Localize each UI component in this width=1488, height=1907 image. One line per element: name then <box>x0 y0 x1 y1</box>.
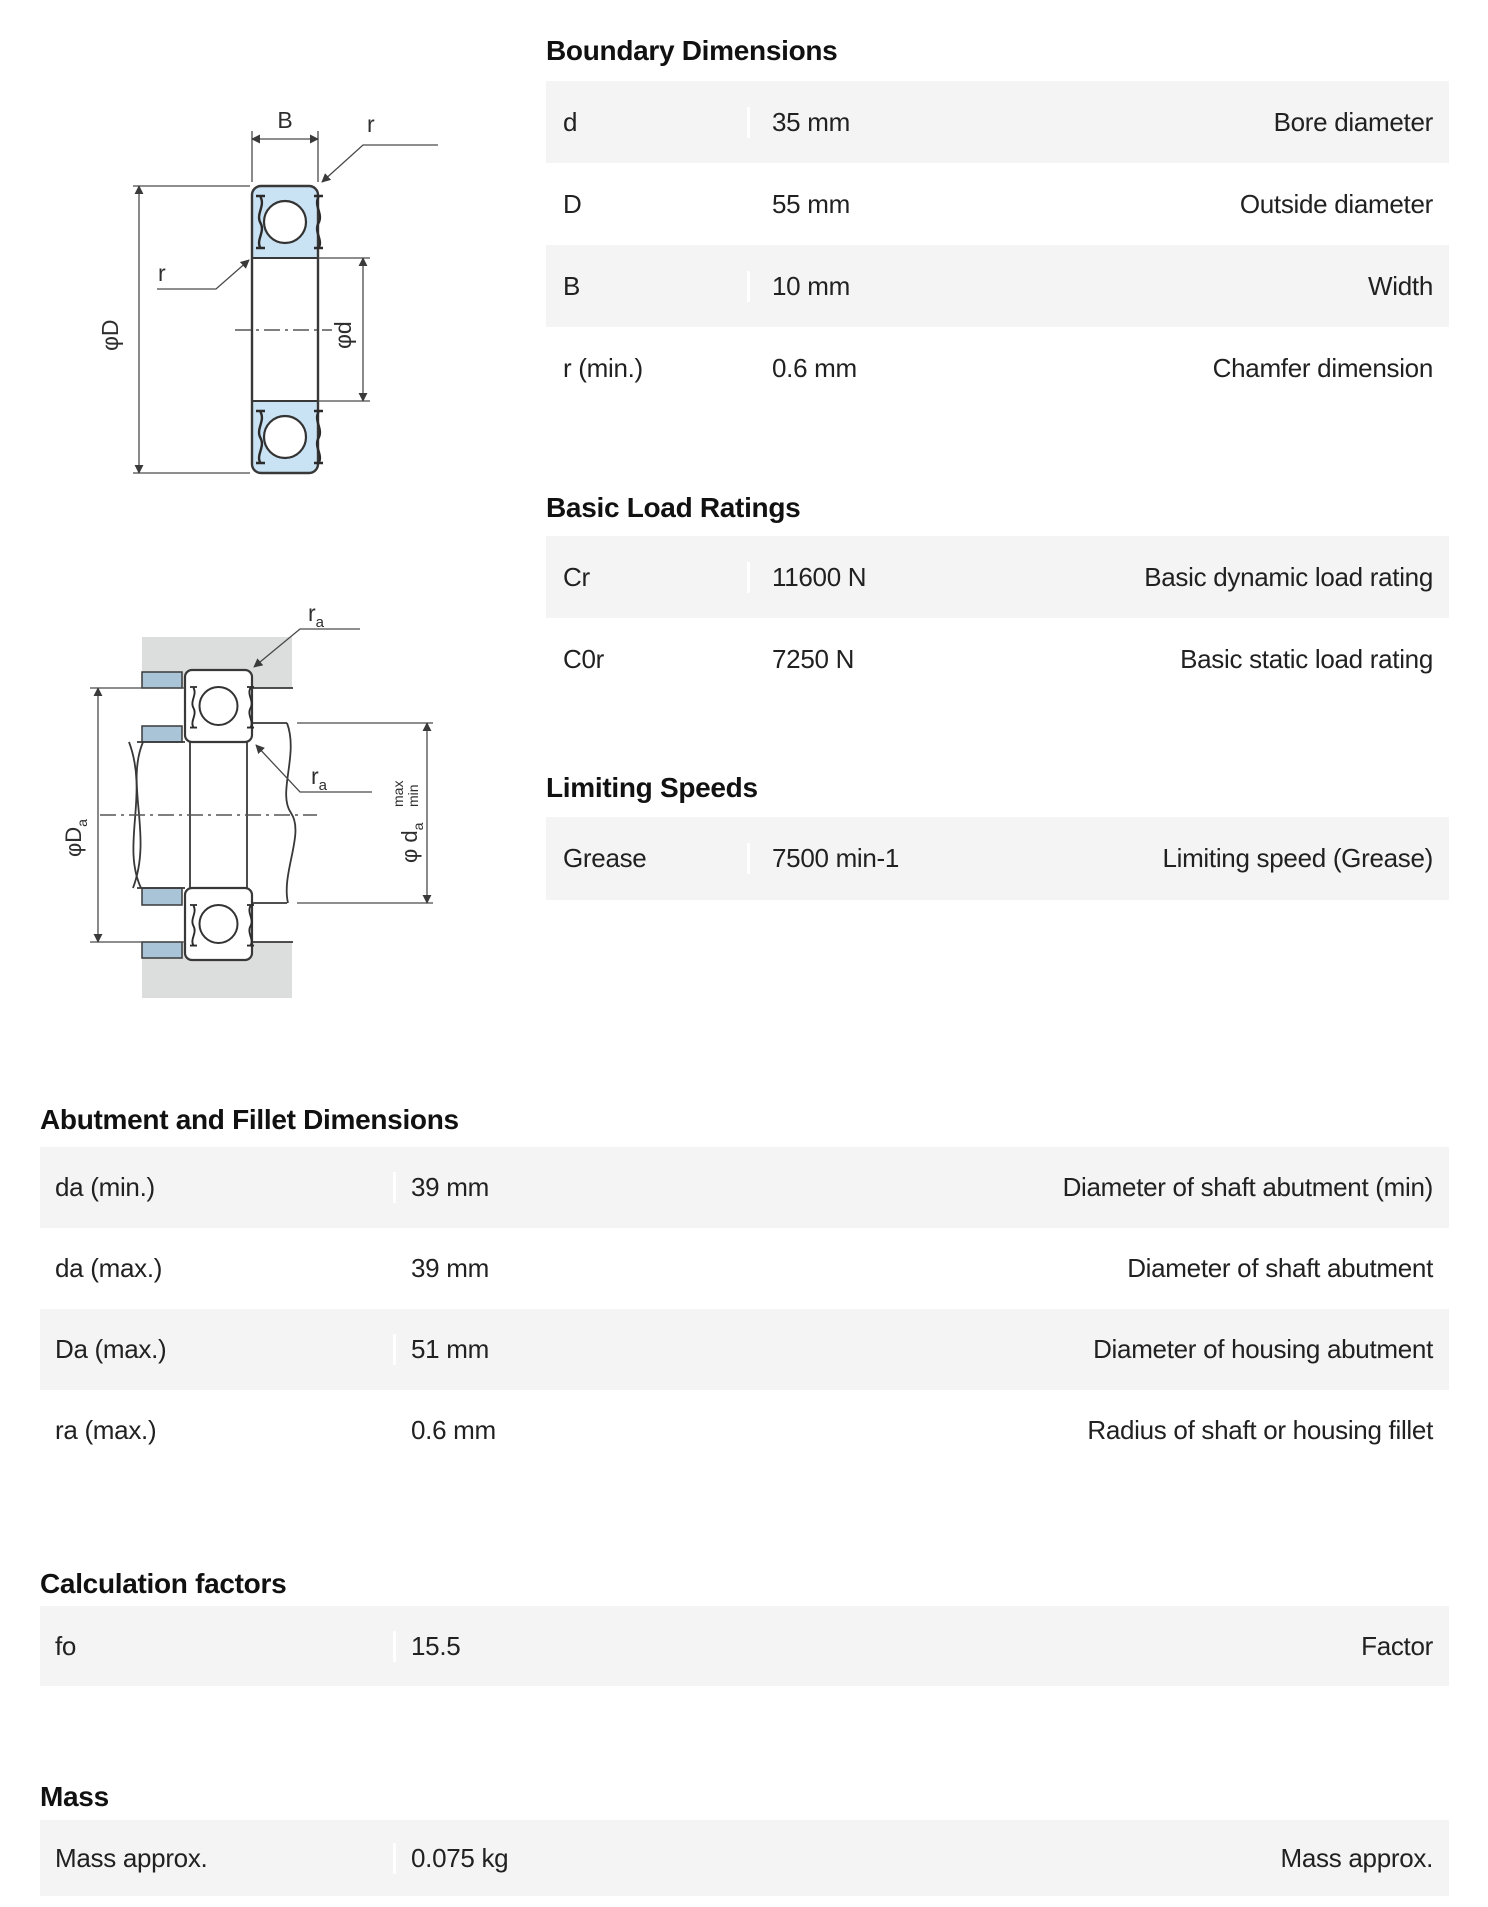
section-title-calculation-factors: Calculation factors <box>40 1568 287 1599</box>
mass-table <box>40 1820 1449 1896</box>
param-value: 51 mm <box>411 1334 489 1364</box>
param-name: B <box>546 271 750 302</box>
table-row <box>546 245 1449 327</box>
table-row <box>546 327 1449 409</box>
table-row <box>40 1820 1449 1896</box>
param-name: Mass approx. <box>40 1843 396 1874</box>
mounted-bearing-diagram <box>25 595 460 1030</box>
basic-load-ratings-table <box>546 536 1449 700</box>
param-name: C0r <box>546 644 750 675</box>
svg-text:min: min <box>405 784 421 807</box>
param-name: Grease <box>546 843 750 874</box>
param-name: ra (max.) <box>40 1415 396 1446</box>
section-title-limiting-speeds: Limiting Speeds <box>546 772 758 803</box>
param-desc: Width <box>1368 270 1433 301</box>
bearing-section-bottom <box>185 888 254 960</box>
table-row <box>546 618 1449 700</box>
section-title-boundary: Boundary Dimensions <box>546 35 838 66</box>
table-row <box>40 1309 1449 1390</box>
param-name: r (min.) <box>546 353 750 384</box>
param-desc: Diameter of shaft abutment (min) <box>1062 1172 1433 1202</box>
param-desc: Chamfer dimension <box>1212 352 1433 383</box>
table-row <box>40 1228 1449 1309</box>
dim-label-housing-abutment: $\varphi D_a$ <box>61 819 90 857</box>
dim-label-chamfer-left: r <box>158 260 166 286</box>
dim-label-fillet-top: $r_a$ <box>308 600 325 631</box>
param-desc: Diameter of shaft abutment <box>1127 1253 1433 1283</box>
boundary-dimensions-table <box>546 81 1449 409</box>
dim-label-width: B <box>277 107 293 133</box>
param-name: Cr <box>546 562 750 593</box>
bearing-section-top <box>185 670 254 742</box>
dim-label-shaft-abutment <box>390 781 426 863</box>
dim-label-bore-diameter: φd <box>330 321 356 349</box>
ball-bottom <box>264 416 306 458</box>
table-row <box>546 81 1449 163</box>
param-value: 55 mm <box>772 188 850 219</box>
bearing-cross-section-diagram <box>60 85 450 505</box>
calculation-factors-table <box>40 1606 1449 1686</box>
param-name: d <box>546 107 750 138</box>
param-desc: Limiting speed (Grease) <box>1162 843 1433 873</box>
table-row <box>546 817 1449 900</box>
param-name: da (max.) <box>40 1253 396 1284</box>
ball-top <box>264 201 306 243</box>
section-title-mass: Mass <box>40 1781 109 1812</box>
param-desc: Radius of shaft or housing fillet <box>1087 1415 1433 1445</box>
param-value: 39 mm <box>411 1172 489 1202</box>
param-value: 35 mm <box>772 106 850 137</box>
svg-text:max: max <box>390 780 406 807</box>
param-name: da (min.) <box>40 1172 396 1203</box>
param-name: fo <box>40 1631 396 1662</box>
shaft <box>129 723 295 903</box>
param-desc: Basic dynamic load rating <box>1144 561 1433 592</box>
param-value: 15.5 <box>411 1630 461 1661</box>
dim-label-outer-diameter: φD <box>97 319 123 351</box>
table-row <box>546 536 1449 618</box>
section-title-abutment: Abutment and Fillet Dimensions <box>40 1104 459 1135</box>
param-value: 10 mm <box>772 270 850 301</box>
param-name: Da (max.) <box>40 1334 396 1365</box>
dim-label-chamfer-top: r <box>367 111 375 137</box>
param-name: D <box>546 189 750 220</box>
param-value: 39 mm <box>411 1253 489 1283</box>
table-row <box>40 1390 1449 1471</box>
param-value: 11600 N <box>772 561 867 592</box>
dim-label-fillet-mid: $r_a$ <box>311 763 328 794</box>
param-desc: Outside diameter <box>1239 188 1433 219</box>
param-value: 7250 N <box>772 643 855 674</box>
param-desc: Diameter of housing abutment <box>1093 1334 1433 1364</box>
limiting-speeds-table <box>546 817 1449 900</box>
table-row <box>546 163 1449 245</box>
param-desc: Mass approx. <box>1280 1842 1433 1873</box>
svg-text:φ da: φ $d_a$ <box>397 822 426 863</box>
table-row <box>40 1606 1449 1686</box>
section-title-load-ratings: Basic Load Ratings <box>546 492 801 523</box>
param-desc: Bore diameter <box>1273 106 1433 137</box>
table-row <box>40 1147 1449 1228</box>
param-value: 0.6 mm <box>411 1415 496 1445</box>
param-value: 0.075 kg <box>411 1842 509 1873</box>
param-desc: Factor <box>1361 1630 1433 1661</box>
param-value: 0.6 mm <box>772 352 857 383</box>
param-desc: Basic static load rating <box>1180 643 1433 674</box>
param-value: 7500 min-1 <box>772 843 900 873</box>
abutment-fillet-table <box>40 1147 1449 1471</box>
